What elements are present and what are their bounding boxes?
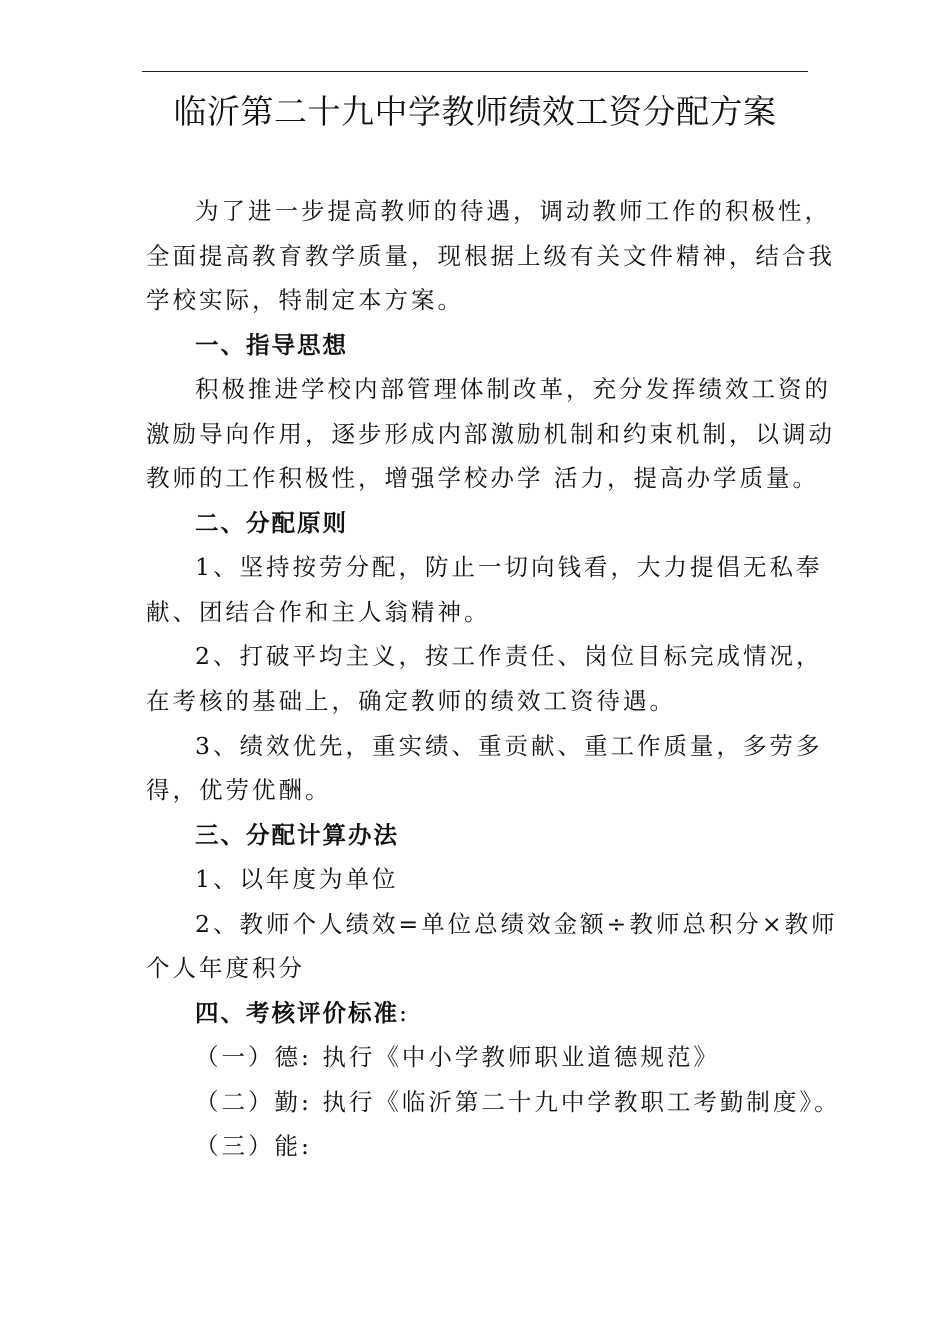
header-rule: [142, 71, 808, 72]
criteria-item-morality: （一）德: 执行《中小学教师职业道德规范》: [195, 1043, 720, 1071]
section-heading-colon: :: [399, 999, 410, 1027]
intro-line-2: 全面提高教育教学质量，现根据上级有关文件精神，结合我: [146, 242, 835, 270]
section-heading-calculation-method: 三、分配计算办法: [195, 821, 399, 849]
principle-3-line-1: 3、绩效优先，重实绩、重贡献、重工作质量，多劳多: [195, 732, 823, 760]
principle-3-line-2: 得，优劳优酬。: [146, 776, 332, 804]
criteria-item-diligence: （二）勤: 执行《临沂第二十九中学教职工考勤制度》。: [195, 1088, 841, 1116]
principle-1-line-2: 献、团结合作和主人翁精神。: [146, 598, 491, 626]
calc-item-2-line-1: 2、教师个人绩效=单位总绩效金额÷教师总积分×教师: [195, 910, 838, 938]
section1-line-1: 积极推进学校内部管理体制改革，充分发挥绩效工资的: [195, 375, 831, 403]
document-title: 临沂第二十九中学教师绩效工资分配方案: [173, 92, 777, 131]
calc-item-1: 1、以年度为单位: [195, 865, 399, 893]
section-heading-guiding-ideology: 一、指导思想: [195, 331, 348, 359]
intro-line-3: 学校实际，特制定本方案。: [146, 286, 464, 314]
principle-2-line-1: 2、打破平均主义，按工作责任、岗位目标完成情况，: [195, 642, 823, 670]
section-heading-assessment-criteria: 四、考核评价标准: [195, 999, 399, 1027]
intro-line-1: 为了进一步提高教师的待遇，调动教师工作的积极性，: [195, 197, 831, 225]
calc-item-2-line-2: 个人年度积分: [146, 954, 305, 982]
criteria-item-ability: （三）能:: [195, 1132, 312, 1160]
principle-1-line-1: 1、坚持按劳分配，防止一切向钱看，大力提倡无私奉: [195, 553, 823, 581]
section1-line-3: 教师的工作积极性，增强学校办学 活力，提高办学质量。: [146, 464, 819, 492]
section-heading-distribution-principles: 二、分配原则: [195, 509, 348, 537]
principle-2-line-2: 在考核的基础上，确定教师的绩效工资待遇。: [146, 687, 676, 715]
section1-line-2: 激励导向作用，逐步形成内部激励机制和约束机制，以调动: [146, 420, 835, 448]
section4-heading-row: [195, 996, 865, 1030]
